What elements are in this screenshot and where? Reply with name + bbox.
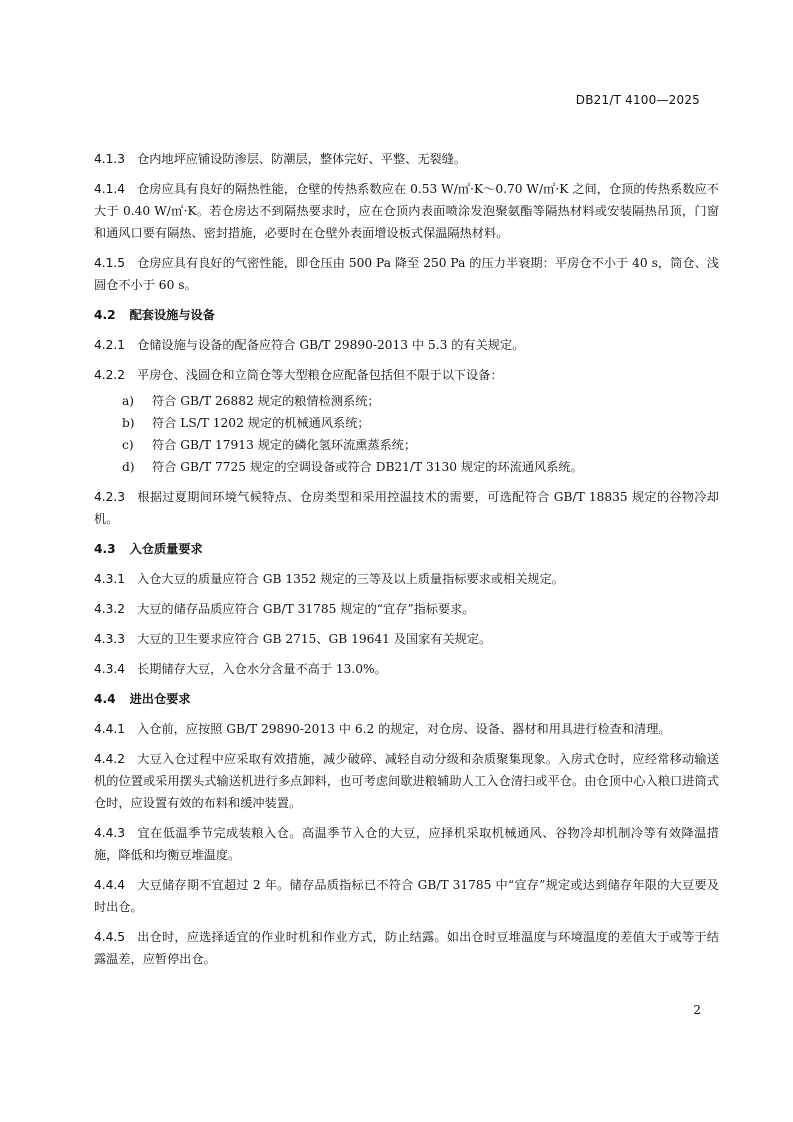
clause-4-4-3 — [94, 822, 719, 866]
clause-text: 入仓大豆的质量应符合 GB 1352 规定的三等及以上质量指标要求或相关规定。 — [137, 572, 564, 586]
clause-text: 平房仓、浅圆仓和立筒仓等大型粮仓应配备包括但不限于以下设备： — [137, 368, 503, 382]
clause-4-3-3 — [94, 628, 719, 650]
clause-4-3-4 — [94, 658, 719, 680]
section-heading-4-3 — [94, 538, 719, 560]
clause-4-2-2 — [94, 364, 719, 386]
section-number: 4.4 — [94, 692, 116, 706]
clause-text: 大豆入仓过程中应采取有效措施，减少破碎、减轻自动分级和杂质聚集现象。入房式仓时，应经常移动输送机的位置或采用摆头式输送机进行多点卸料，也可考虑间歇进粮辅助人工入仓清扫或平仓。由仓顶中心入粮口进筒式仓时，应设置有效的布料和缓冲装置。 — [94, 752, 719, 810]
clause-number: 4.2.2 — [94, 368, 126, 382]
section-heading-4-4 — [94, 688, 719, 710]
clause-text: 仓房应具有良好的隔热性能，仓壁的传热系数应在 0.53 W/㎡·K～0.70 W/㎡·K 之间，仓顶的传热系数应不大于 0.40 W/㎡·K。若仓房达不到隔热要求时，应在仓顶内表面喷涂发泡聚氨酯等隔热材料或安装隔热吊顶，门窗和通风口要有隔热、密封措施，必要时在仓壁外表面增设板式保温隔热材料。 — [94, 182, 719, 240]
section-title: 入仓质量要求 — [129, 542, 203, 556]
clause-4-3-1 — [94, 568, 719, 590]
section-number: 4.3 — [94, 542, 116, 556]
clause-number: 4.1.5 — [94, 256, 126, 270]
clause-number: 4.2.1 — [94, 338, 126, 352]
clause-number: 4.4.2 — [94, 752, 126, 766]
clause-number: 4.3.4 — [94, 662, 126, 676]
section-title: 配套设施与设备 — [129, 308, 215, 322]
clause-4-4-5 — [94, 926, 719, 970]
clause-number: 4.3.2 — [94, 602, 126, 616]
clause-number: 4.1.4 — [94, 182, 126, 196]
page-number: 2 — [693, 1003, 701, 1017]
clause-4-4-1 — [94, 718, 719, 740]
clause-4-2-3 — [94, 486, 719, 530]
list-item — [94, 390, 719, 412]
clause-text: 出仓时，应选择适宜的作业时机和作业方式，防止结露。如出仓时豆堆温度与环境温度的差值大于或等于结露温差，应暂停出仓。 — [94, 930, 719, 966]
clause-text: 仓房应具有良好的气密性能，即仓压由 500 Pa 降至 250 Pa 的压力半衰期：平房仓不小于 40 s，筒仓、浅圆仓不小于 60 s。 — [94, 256, 719, 292]
clause-text: 大豆的卫生要求应符合 GB 2715、GB 19641 及国家有关规定。 — [137, 632, 492, 646]
clause-number: 4.1.3 — [94, 152, 126, 166]
list-marker: c) — [122, 438, 134, 452]
clause-text: 入仓前，应按照 GB/T 29890-2013 中 6.2 的规定，对仓房、设备、器材和用具进行检查和清理。 — [137, 722, 671, 736]
section-heading-4-2 — [94, 304, 719, 326]
clause-4-1-3 — [94, 148, 719, 170]
clause-text: 仓储设施与设备的配备应符合 GB/T 29890-2013 中 5.3 的有关规定。 — [137, 338, 525, 352]
clause-text: 大豆的储存品质应符合 GB/T 31785 规定的“宜存”指标要求。 — [137, 602, 475, 616]
document-body — [94, 148, 719, 978]
document-code-header: DB21/T 4100—2025 — [575, 93, 700, 107]
clause-number: 4.4.4 — [94, 878, 126, 892]
clause-text: 长期储存大豆，入仓水分含量不高于 13.0%。 — [137, 662, 387, 676]
list-item-text: 符合 GB/T 17913 规定的磷化氢环流熏蒸系统； — [152, 438, 417, 452]
clause-4-1-5 — [94, 252, 719, 296]
clause-4-1-4 — [94, 178, 719, 244]
clause-text: 根据过夏期间环境气候特点、仓房类型和采用控温技术的需要，可选配符合 GB/T 18835 规定的谷物冷却机。 — [94, 490, 719, 526]
list-item-text: 符合 GB/T 7725 规定的空调设备或符合 DB21/T 3130 规定的环流通风系统。 — [152, 460, 583, 474]
clause-number: 4.3.3 — [94, 632, 126, 646]
clause-number: 4.3.1 — [94, 572, 126, 586]
list-marker: d) — [122, 460, 135, 474]
section-title: 进出仓要求 — [129, 692, 191, 706]
clause-text: 宜在低温季节完成装粮入仓。高温季节入仓的大豆，应择机采取机械通风、谷物冷却机制冷等有效降温措施，降低和均衡豆堆温度。 — [94, 826, 719, 862]
clause-4-4-2 — [94, 748, 719, 814]
clause-number: 4.2.3 — [94, 490, 126, 504]
clause-4-4-4 — [94, 874, 719, 918]
clause-number: 4.4.3 — [94, 826, 126, 840]
list-item-text: 符合 LS/T 1202 规定的机械通风系统； — [152, 416, 370, 430]
list-item — [94, 456, 719, 478]
clause-number: 4.4.1 — [94, 722, 126, 736]
equipment-list — [94, 390, 719, 478]
clause-4-2-1 — [94, 334, 719, 356]
clause-4-3-2 — [94, 598, 719, 620]
section-number: 4.2 — [94, 308, 116, 322]
clause-number: 4.4.5 — [94, 930, 126, 944]
clause-text: 大豆储存期不宜超过 2 年。储存品质指标已不符合 GB/T 31785 中“宜存”规定或达到储存年限的大豆要及时出仓。 — [94, 878, 719, 914]
list-item — [94, 412, 719, 434]
list-item-text: 符合 GB/T 26882 规定的粮情检测系统； — [152, 394, 380, 408]
list-marker: b) — [122, 416, 135, 430]
clause-text: 仓内地坪应铺设防渗层、防潮层，整体完好、平整、无裂缝。 — [137, 152, 467, 166]
list-marker: a) — [122, 394, 135, 408]
list-item — [94, 434, 719, 456]
